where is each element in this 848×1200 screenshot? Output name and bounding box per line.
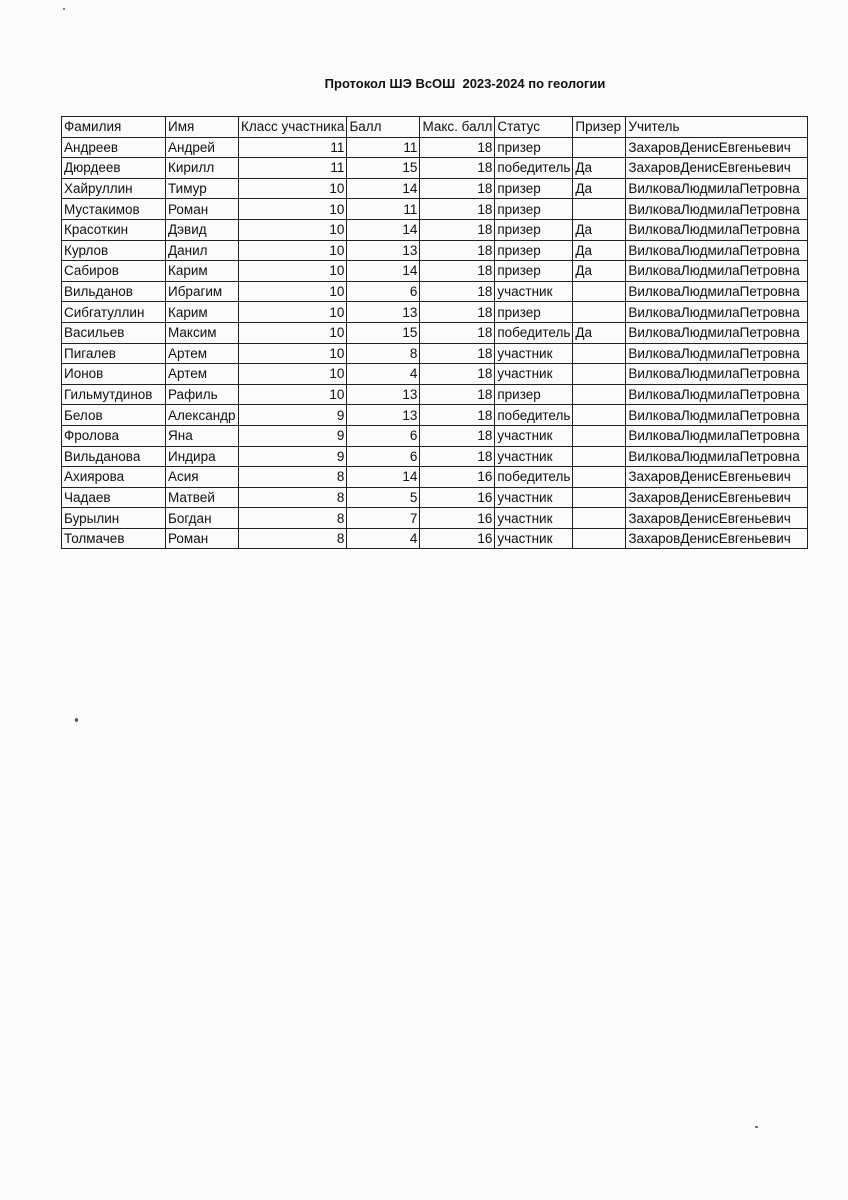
cell-max-score: 18: [420, 405, 495, 426]
cell-max-score: 16: [420, 508, 495, 529]
cell-prizewinner: [573, 446, 626, 467]
scan-speck: [75, 718, 78, 722]
cell-score: 4: [347, 528, 420, 549]
cell-grade: 8: [239, 508, 347, 529]
scan-speck: [63, 8, 65, 10]
cell-max-score: 18: [420, 178, 495, 199]
cell-teacher: ВилковаЛюдмилаПетровна: [626, 364, 808, 385]
cell-score: 8: [347, 343, 420, 364]
cell-grade: 11: [239, 137, 347, 158]
table-row: [62, 528, 808, 549]
cell-name: Александр: [166, 405, 239, 426]
cell-surname: Андреев: [62, 137, 166, 158]
cell-prizewinner: [573, 467, 626, 488]
cell-teacher: ЗахаровДенисЕвгеньевич: [626, 467, 808, 488]
cell-prizewinner: Да: [573, 261, 626, 282]
cell-name: Индира: [166, 446, 239, 467]
table-row: [62, 158, 808, 179]
cell-score: 13: [347, 240, 420, 261]
cell-name: Матвей: [166, 487, 239, 508]
table-row: [62, 219, 808, 240]
cell-teacher: ВилковаЛюдмилаПетровна: [626, 199, 808, 220]
cell-status: призер: [495, 219, 573, 240]
cell-teacher: ВилковаЛюдмилаПетровна: [626, 425, 808, 446]
cell-name: Роман: [166, 199, 239, 220]
cell-teacher: ВилковаЛюдмилаПетровна: [626, 281, 808, 302]
cell-name: Богдан: [166, 508, 239, 529]
table-row: [62, 302, 808, 323]
header-status: Статус: [495, 117, 573, 138]
cell-status: участник: [495, 487, 573, 508]
cell-prizewinner: Да: [573, 178, 626, 199]
cell-score: 13: [347, 384, 420, 405]
cell-name: Дэвид: [166, 219, 239, 240]
cell-status: участник: [495, 508, 573, 529]
cell-max-score: 18: [420, 281, 495, 302]
cell-status: участник: [495, 528, 573, 549]
cell-max-score: 18: [420, 261, 495, 282]
cell-grade: 10: [239, 178, 347, 199]
cell-prizewinner: Да: [573, 240, 626, 261]
table-row: [62, 467, 808, 488]
header-name: Имя: [166, 117, 239, 138]
cell-surname: Фролова: [62, 425, 166, 446]
cell-prizewinner: Да: [573, 158, 626, 179]
cell-prizewinner: [573, 487, 626, 508]
cell-grade: 10: [239, 364, 347, 385]
cell-surname: Толмачев: [62, 528, 166, 549]
table-row: [62, 137, 808, 158]
cell-score: 6: [347, 446, 420, 467]
cell-status: призер: [495, 178, 573, 199]
cell-score: 14: [347, 178, 420, 199]
table-row: [62, 405, 808, 426]
table-row: [62, 178, 808, 199]
header-grade: Класс участника: [239, 117, 347, 138]
cell-teacher: ВилковаЛюдмилаПетровна: [626, 219, 808, 240]
cell-grade: 10: [239, 219, 347, 240]
cell-status: призер: [495, 240, 573, 261]
cell-max-score: 16: [420, 487, 495, 508]
cell-name: Данил: [166, 240, 239, 261]
header-row: [62, 117, 808, 138]
cell-surname: Красоткин: [62, 219, 166, 240]
cell-grade: 9: [239, 446, 347, 467]
cell-teacher: ЗахаровДенисЕвгеньевич: [626, 508, 808, 529]
cell-surname: Курлов: [62, 240, 166, 261]
cell-surname: Ионов: [62, 364, 166, 385]
cell-name: Ибрагим: [166, 281, 239, 302]
cell-prizewinner: [573, 425, 626, 446]
cell-surname: Гильмутдинов: [62, 384, 166, 405]
table-row: [62, 240, 808, 261]
cell-prizewinner: [573, 528, 626, 549]
cell-surname: Сабиров: [62, 261, 166, 282]
cell-max-score: 18: [420, 322, 495, 343]
cell-teacher: ВилковаЛюдмилаПетровна: [626, 405, 808, 426]
cell-surname: Бурылин: [62, 508, 166, 529]
cell-max-score: 18: [420, 425, 495, 446]
cell-score: 4: [347, 364, 420, 385]
cell-score: 11: [347, 199, 420, 220]
cell-surname: Васильев: [62, 322, 166, 343]
cell-surname: Мустакимов: [62, 199, 166, 220]
cell-name: Андрей: [166, 137, 239, 158]
header-max-score: Макс. балл: [420, 117, 495, 138]
cell-prizewinner: [573, 364, 626, 385]
table-row: [62, 199, 808, 220]
cell-score: 11: [347, 137, 420, 158]
cell-name: Тимур: [166, 178, 239, 199]
cell-max-score: 18: [420, 364, 495, 385]
cell-surname: Сибгатуллин: [62, 302, 166, 323]
cell-grade: 8: [239, 528, 347, 549]
cell-teacher: ВилковаЛюдмилаПетровна: [626, 446, 808, 467]
cell-teacher: ВилковаЛюдмилаПетровна: [626, 178, 808, 199]
header-score: Балл: [347, 117, 420, 138]
cell-score: 14: [347, 261, 420, 282]
cell-teacher: ВилковаЛюдмилаПетровна: [626, 384, 808, 405]
cell-score: 6: [347, 425, 420, 446]
cell-prizewinner: [573, 281, 626, 302]
cell-grade: 11: [239, 158, 347, 179]
cell-name: Асия: [166, 467, 239, 488]
cell-status: участник: [495, 364, 573, 385]
cell-teacher: ВилковаЛюдмилаПетровна: [626, 240, 808, 261]
cell-score: 14: [347, 219, 420, 240]
cell-grade: 8: [239, 467, 347, 488]
cell-max-score: 18: [420, 199, 495, 220]
cell-prizewinner: [573, 343, 626, 364]
cell-prizewinner: [573, 302, 626, 323]
header-teacher: Учитель: [626, 117, 808, 138]
cell-name: Артем: [166, 364, 239, 385]
cell-score: 13: [347, 405, 420, 426]
cell-max-score: 18: [420, 302, 495, 323]
cell-status: участник: [495, 343, 573, 364]
cell-prizewinner: Да: [573, 219, 626, 240]
cell-name: Роман: [166, 528, 239, 549]
cell-grade: 10: [239, 199, 347, 220]
cell-teacher: ВилковаЛюдмилаПетровна: [626, 322, 808, 343]
cell-teacher: ВилковаЛюдмилаПетровна: [626, 302, 808, 323]
cell-status: призер: [495, 384, 573, 405]
cell-max-score: 18: [420, 158, 495, 179]
header-prizewinner: Призер: [573, 117, 626, 138]
cell-status: победитель: [495, 467, 573, 488]
cell-status: участник: [495, 281, 573, 302]
cell-status: участник: [495, 446, 573, 467]
cell-max-score: 18: [420, 384, 495, 405]
cell-max-score: 18: [420, 219, 495, 240]
cell-prizewinner: [573, 508, 626, 529]
cell-name: Артем: [166, 343, 239, 364]
cell-surname: Хайруллин: [62, 178, 166, 199]
cell-max-score: 18: [420, 446, 495, 467]
table-row: [62, 508, 808, 529]
header-surname: Фамилия: [62, 117, 166, 138]
cell-name: Кирилл: [166, 158, 239, 179]
table-row: [62, 364, 808, 385]
cell-grade: 10: [239, 261, 347, 282]
cell-grade: 8: [239, 487, 347, 508]
table-row: [62, 281, 808, 302]
table-row: [62, 446, 808, 467]
table-row: [62, 425, 808, 446]
cell-status: призер: [495, 199, 573, 220]
cell-status: победитель: [495, 405, 573, 426]
cell-status: победитель: [495, 158, 573, 179]
cell-status: призер: [495, 302, 573, 323]
cell-score: 13: [347, 302, 420, 323]
table-row: [62, 384, 808, 405]
cell-grade: 9: [239, 425, 347, 446]
cell-teacher: ЗахаровДенисЕвгеньевич: [626, 137, 808, 158]
cell-teacher: ЗахаровДенисЕвгеньевич: [626, 487, 808, 508]
cell-status: призер: [495, 261, 573, 282]
cell-teacher: ВилковаЛюдмилаПетровна: [626, 343, 808, 364]
cell-grade: 10: [239, 302, 347, 323]
cell-prizewinner: [573, 384, 626, 405]
cell-surname: Вильданов: [62, 281, 166, 302]
cell-surname: Вильданова: [62, 446, 166, 467]
cell-name: Рафиль: [166, 384, 239, 405]
table-row: [62, 322, 808, 343]
cell-status: призер: [495, 137, 573, 158]
cell-prizewinner: [573, 405, 626, 426]
cell-grade: 10: [239, 384, 347, 405]
cell-teacher: ЗахаровДенисЕвгеньевич: [626, 528, 808, 549]
cell-grade: 9: [239, 405, 347, 426]
cell-status: победитель: [495, 322, 573, 343]
cell-max-score: 16: [420, 528, 495, 549]
cell-surname: Пигалев: [62, 343, 166, 364]
cell-surname: Дюрдеев: [62, 158, 166, 179]
cell-prizewinner: Да: [573, 322, 626, 343]
cell-status: участник: [495, 425, 573, 446]
cell-max-score: 18: [420, 137, 495, 158]
cell-max-score: 16: [420, 467, 495, 488]
cell-grade: 10: [239, 343, 347, 364]
cell-name: Карим: [166, 261, 239, 282]
table-row: [62, 487, 808, 508]
table-row: [62, 261, 808, 282]
cell-grade: 10: [239, 281, 347, 302]
cell-score: 6: [347, 281, 420, 302]
page-title: Протокол ШЭ ВсОШ 2023-2024 по геологии: [324, 76, 606, 91]
cell-teacher: ЗахаровДенисЕвгеньевич: [626, 158, 808, 179]
cell-teacher: ВилковаЛюдмилаПетровна: [626, 261, 808, 282]
cell-score: 14: [347, 467, 420, 488]
cell-prizewinner: [573, 137, 626, 158]
cell-score: 7: [347, 508, 420, 529]
cell-grade: 10: [239, 240, 347, 261]
cell-surname: Чадаев: [62, 487, 166, 508]
cell-grade: 10: [239, 322, 347, 343]
cell-score: 5: [347, 487, 420, 508]
cell-name: Яна: [166, 425, 239, 446]
cell-score: 15: [347, 158, 420, 179]
cell-surname: Белов: [62, 405, 166, 426]
cell-max-score: 18: [420, 343, 495, 364]
scan-speck: [755, 1126, 758, 1128]
table-row: [62, 343, 808, 364]
cell-surname: Ахиярова: [62, 467, 166, 488]
cell-score: 15: [347, 322, 420, 343]
cell-name: Максим: [166, 322, 239, 343]
cell-max-score: 18: [420, 240, 495, 261]
cell-name: Карим: [166, 302, 239, 323]
results-table: [61, 116, 808, 549]
cell-prizewinner: [573, 199, 626, 220]
